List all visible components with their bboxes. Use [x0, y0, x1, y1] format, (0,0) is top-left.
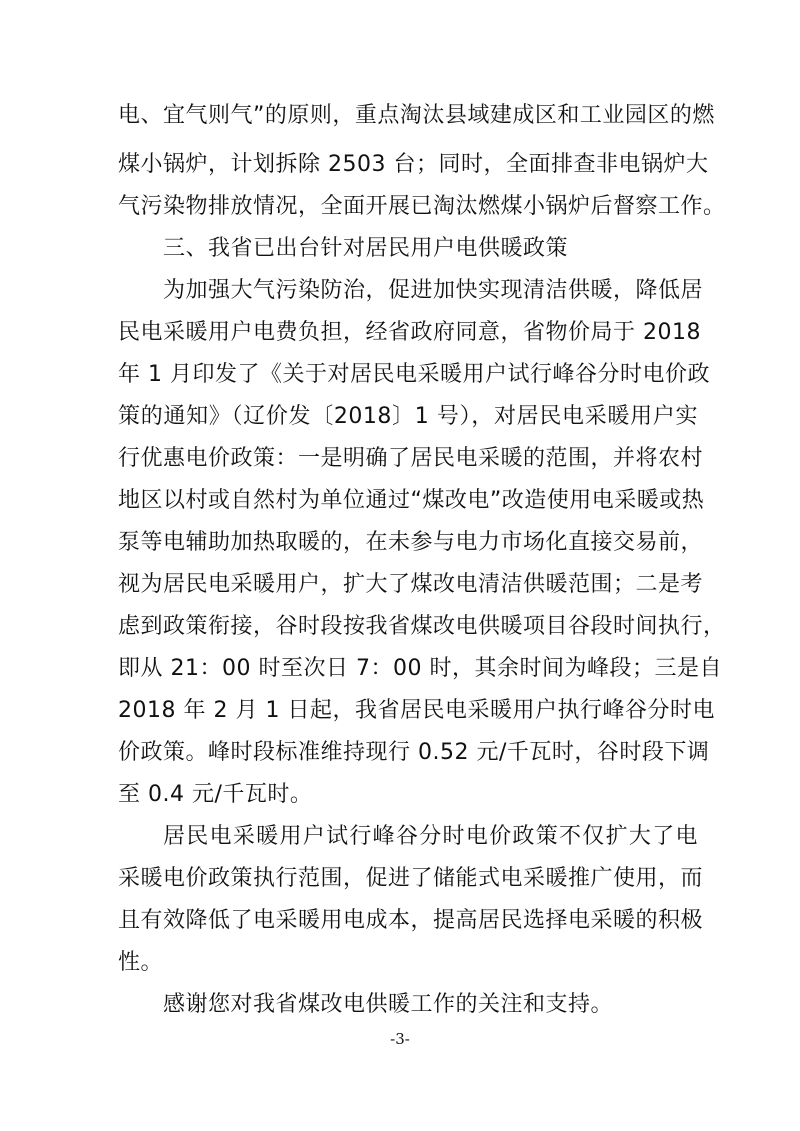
page-number: -3-	[390, 1030, 410, 1048]
text-line: 电、宜气则气”的原则，重点淘汰县域建成区和工业园区的燃	[118, 103, 715, 128]
text-line: 年 1 月印发了《关于对居民电采暖用户试行峰谷分时电价政	[118, 362, 710, 387]
text-line: 2018 年 2 月 1 日起，我省居民电采暖用户执行峰谷分时电	[118, 698, 715, 723]
closing-line: 感谢您对我省煤改电供暖工作的关注和支持。	[163, 992, 614, 1017]
section-heading: 三、我省已出台针对居民用户电供暖政策	[163, 236, 569, 261]
text-line: 地区以村或自然村为单位通过“煤改电”改造使用电采暖或热	[118, 488, 705, 513]
text-line: 性。	[118, 950, 164, 975]
text-line: 价政策。峰时段标准维持现行 0.52 元/千瓦时，谷时段下调	[118, 740, 710, 765]
text-line: 居民电采暖用户试行峰谷分时电价政策不仅扩大了电	[163, 824, 698, 849]
text-line: 民电采暖用户电费负担，经省政府同意，省物价局于 2018	[118, 320, 701, 345]
text-line: 至 0.4 元/千瓦时。	[118, 782, 313, 807]
text-line: 虑到政策衔接，谷时段按我省煤改电供暖项目谷段时间执行，	[118, 614, 726, 639]
text-line: 且有效降低了电采暖用电成本，提高居民选择电采暖的积极	[118, 908, 704, 933]
text-line: 气污染物排放情况，全面开展已淘汰燃煤小锅炉后督察工作。	[118, 194, 726, 219]
text-line: 煤小锅炉，计划拆除 2503 台；同时，全面排查非电锅炉大	[118, 152, 709, 177]
text-line: 行优惠电价政策：一是明确了居民电采暖的范围，并将农村	[118, 446, 704, 471]
text-line: 即从 21：00 时至次日 7：00 时，其余时间为峰段；三是自	[118, 656, 722, 681]
text-line: 策的通知》（辽价发〔2018〕1 号），对居民电采暖用户实	[118, 404, 698, 429]
text-line: 采暖电价政策执行范围，促进了储能式电采暖推广使用，而	[118, 866, 704, 891]
text-line: 泵等电辅助加热取暖的，在未参与电力市场化直接交易前，	[118, 530, 704, 555]
text-line: 为加强大气污染防治，促进加快实现清洁供暖，降低居	[163, 278, 704, 303]
text-line: 视为居民电采暖用户，扩大了煤改电清洁供暖范围；二是考	[118, 572, 704, 597]
